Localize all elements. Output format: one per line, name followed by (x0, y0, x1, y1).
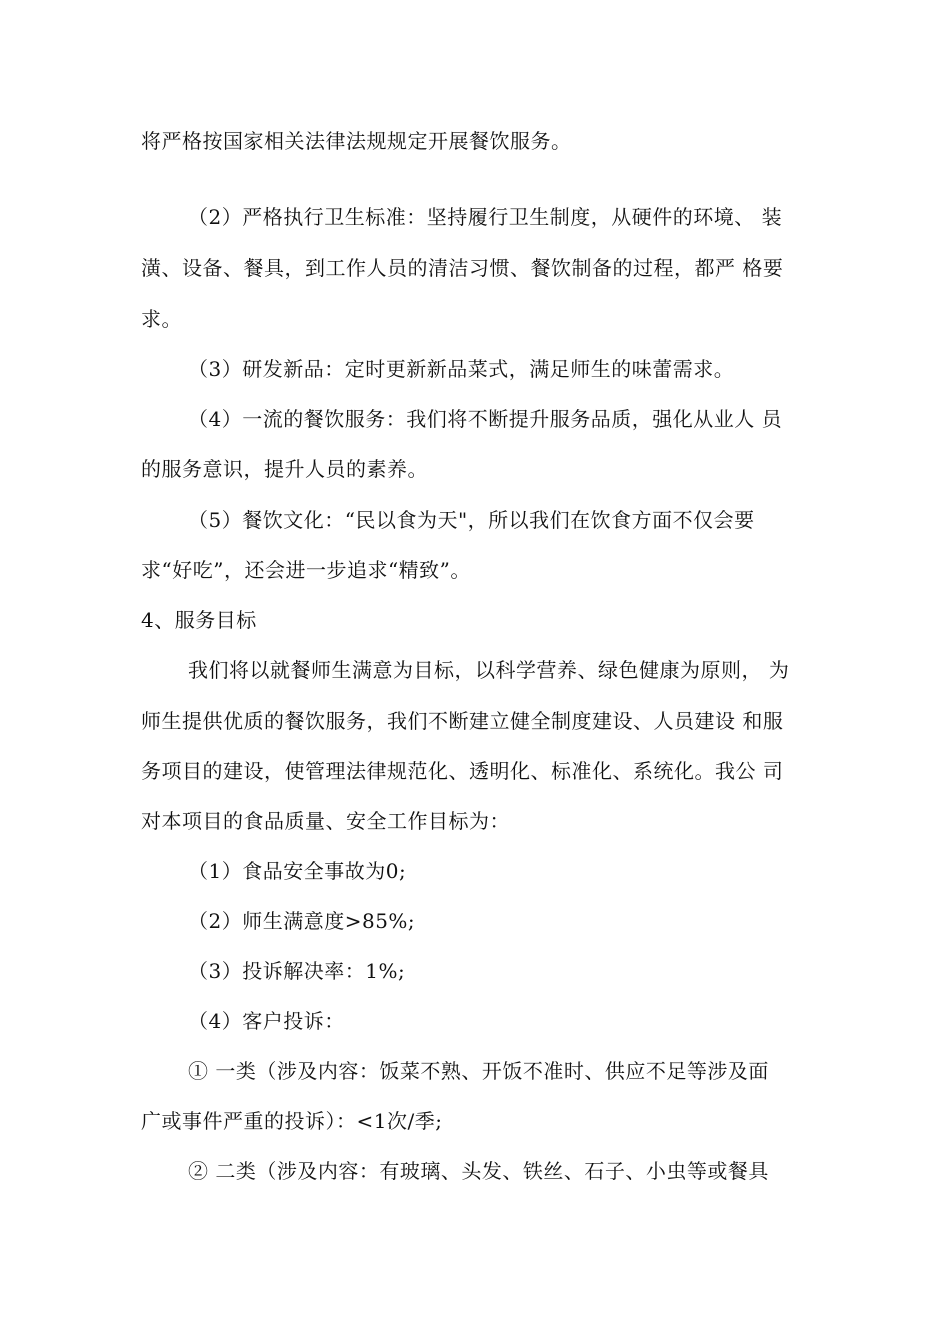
paragraph-line: 广或事件严重的投诉）：<1次/季; (141, 1109, 443, 1133)
paragraph-line: 对本项目的食品质量、安全工作目标为： (141, 809, 510, 833)
list-item: （1）食品安全事故为0; (188, 859, 407, 883)
list-item: （2）师生满意度>85%; (188, 909, 416, 933)
list-item: （4）客户投诉： (188, 1009, 345, 1033)
paragraph-line: 求“好吃”，还会进一步追求“精致”。 (141, 558, 471, 582)
list-item: （3）投诉解决率：1%; (188, 959, 406, 983)
paragraph-line: （5）餐饮文化：“民以食为天"，所以我们在饮食方面不仅会要 (188, 508, 755, 532)
paragraph-line: 潢、设备、餐具，到工作人员的清洁习惯、餐饮制备的过程，都严 格要 (141, 256, 784, 280)
list-item: ② 二类（涉及内容：有玻璃、头发、铁丝、石子、小虫等或餐具 (188, 1159, 769, 1183)
paragraph-line: （2）严格执行卫生标准：坚持履行卫生制度，从硬件的环境、 装 (188, 205, 783, 229)
paragraph-line: 求。 (141, 307, 182, 331)
paragraph-line: （4）一流的餐饮服务：我们将不断提升服务品质，强化从业人 员 (188, 407, 783, 431)
paragraph-line: 的服务意识，提升人员的素养。 (141, 457, 428, 481)
list-item: ① 一类（涉及内容：饭菜不熟、开饭不准时、供应不足等涉及面 (188, 1059, 769, 1083)
paragraph-line: 师生提供优质的餐饮服务，我们不断建立健全制度建设、人员建设 和服 (141, 709, 784, 733)
section-heading: 4、服务目标 (141, 608, 257, 632)
paragraph-line: （3）研发新品：定时更新新品菜式，满足师生的味蕾需求。 (188, 357, 735, 381)
paragraph-line: 我们将以就餐师生满意为目标，以科学营养、绿色健康为原则， 为 (188, 658, 790, 682)
paragraph-line: 将严格按国家相关法律法规规定开展餐饮服务。 (141, 129, 572, 153)
paragraph-line: 务项目的建设，使管理法律规范化、透明化、标准化、系统化。我公 司 (141, 759, 784, 783)
